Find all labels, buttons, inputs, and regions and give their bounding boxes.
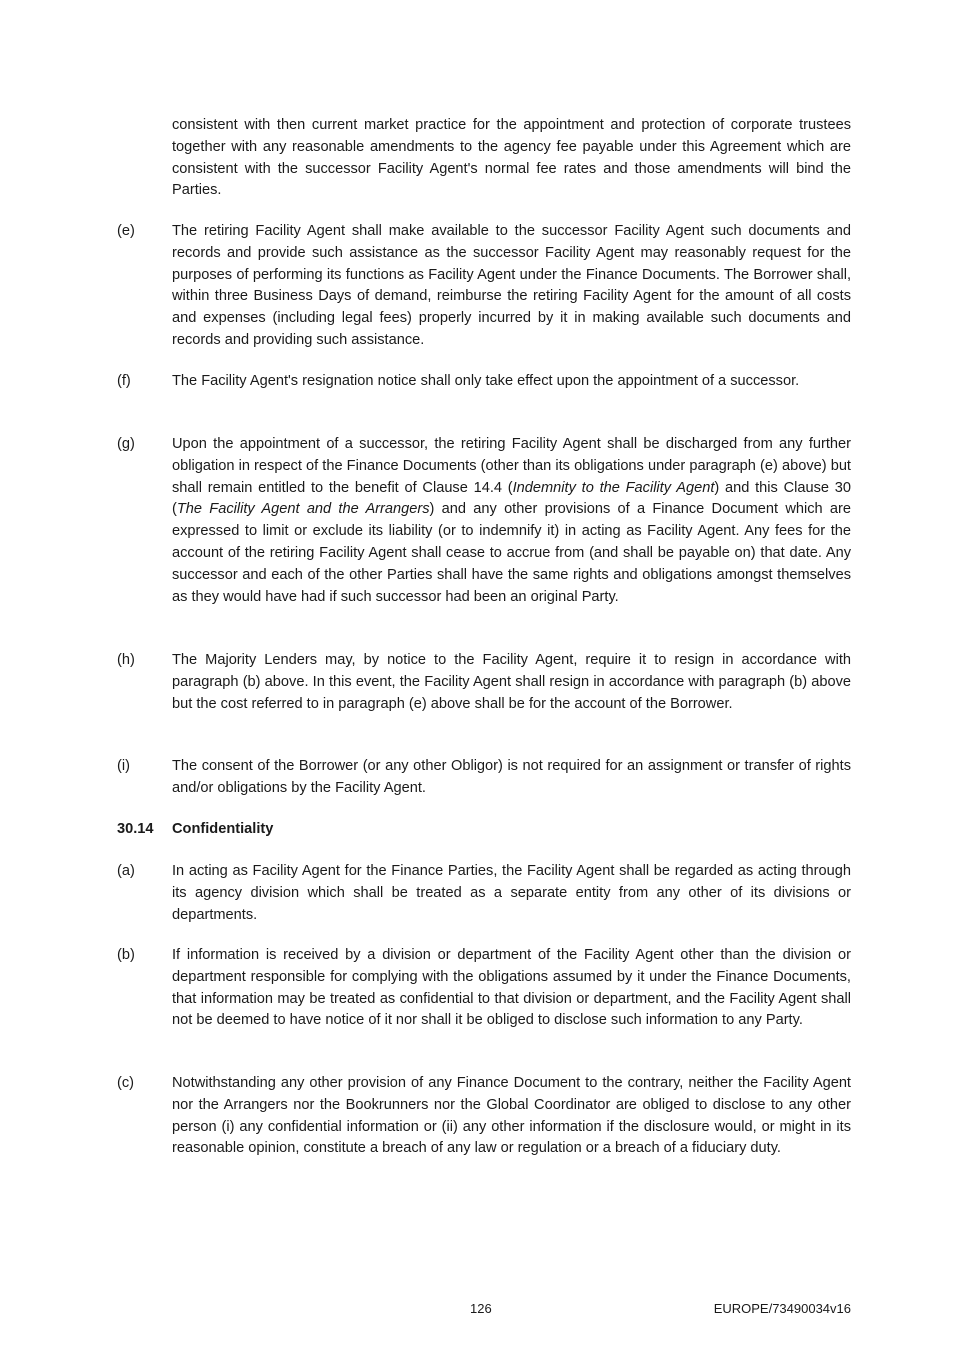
clause-text: The Majority Lenders may, by notice to the Facility Agent, require it to resign in accordance with paragraph (b) above. In this event, the Facility Agent shall resign in accordance with paragraph (b) above but the cost referred to in paragraph (e) above shall be for the account of the Borrower. — [172, 652, 851, 712]
clause-label: (g) — [117, 436, 135, 452]
clause-text — [172, 434, 851, 608]
clause-label: (h) — [117, 652, 135, 668]
clause-g — [117, 434, 851, 608]
clause-i — [117, 756, 851, 800]
clause-text: The retiring Facility Agent shall make available to the successor Facility Agent such documents and records and provide such assistance as the successor Facility Agent may reasonably request for the purposes of performing its functions as Facility Agent under the Finance Documents. The Borrower shall, within three Business Days of demand, reimburse the retiring Facility Agent for the amount of all costs and expenses (including legal fees) properly incurred by it in making available such documents and records and providing such assistance. — [172, 223, 851, 348]
clause-f — [117, 371, 851, 393]
clause-a — [117, 861, 851, 926]
clause-b — [117, 945, 851, 1032]
clause-e — [117, 221, 851, 352]
clause-text: The consent of the Borrower (or any other Obligor) is not required for an assignment or transfer of rights and/or obligations by the Facility Agent. — [172, 758, 851, 796]
clause-label: (b) — [117, 947, 135, 963]
clause-c — [117, 1073, 851, 1160]
text-segment: Upon the appointment of a successor, the retiring Facility Agent shall be discharged from any further obligation in respect of the Finance Documents (other than its obligations under paragraph (e) above) but shall remain entitled to the benefit of Clause 14.4 ( — [172, 436, 851, 496]
section-heading — [117, 819, 851, 841]
clause-label: (i) — [117, 758, 130, 774]
clause-h — [117, 650, 851, 715]
clause-label: (a) — [117, 863, 135, 879]
italic-reference: The Facility Agent and the Arrangers — [176, 501, 430, 518]
clause-text: Notwithstanding any other provision of any Finance Document to the contrary, neither the Facility Agent nor the Arrangers nor the Bookrunners nor the Global Coordinator are obliged to disclose to any other person (i) any confidential information or (ii) any other information if the disclosure would, or might in its reasonable opinion, constitute a breach of any law or regulation or a breach of a fiduciary duty. — [172, 1075, 851, 1157]
clause-text: In acting as Facility Agent for the Finance Parties, the Facility Agent shall be regarded as acting through its agency division which shall be treated as a separate entity from any other of its divisions or departments. — [172, 863, 851, 923]
clause-label: (e) — [117, 223, 135, 239]
clause-text: If information is received by a division or department of the Facility Agent other than the division or department responsible for complying with the obligations assumed by it under the Finance Documents, that information may be treated as confidential to that division or department, and the Facility Agent shall not be deemed to have notice of it nor shall it be obliged to disclose such information to any Party. — [172, 947, 851, 1029]
page-number: 126 — [470, 1301, 492, 1316]
text-segment: ) and any other provisions of a Finance Document which are expressed to limit or exclude its liability (or to indemnify it) in acting as Facility Agent. Any fees for the account of the retiring Facility Agent shall cease to accrue from (and shall be payable on) that date. Any successor and each of the other Parties shall have the same rights and obligations amongst themselves as they would have had if such successor had been an original Party. — [172, 501, 852, 605]
section-title: Confidentiality — [172, 821, 274, 837]
continuation-paragraph: consistent with then current market practice for the appointment and protection of corporate trustees together with any reasonable amendments to the agency fee payable under this Agreement which are consistent with the successor Facility Agent's normal fee rates and those amendments will bind the Parties. — [172, 117, 851, 199]
clause-label: (c) — [117, 1075, 135, 1091]
document-reference: EUROPE/73490034v16 — [713, 1301, 851, 1316]
section-number: 30.14 — [117, 821, 154, 837]
clause-label: (f) — [117, 373, 131, 389]
text-segment: ) and this Clause 30 ( — [172, 479, 851, 518]
clause-text: The Facility Agent's resignation notice shall only take effect upon the appointment of a successor. — [172, 373, 800, 389]
italic-reference: Indemnity to the Facility Agent — [512, 479, 715, 496]
